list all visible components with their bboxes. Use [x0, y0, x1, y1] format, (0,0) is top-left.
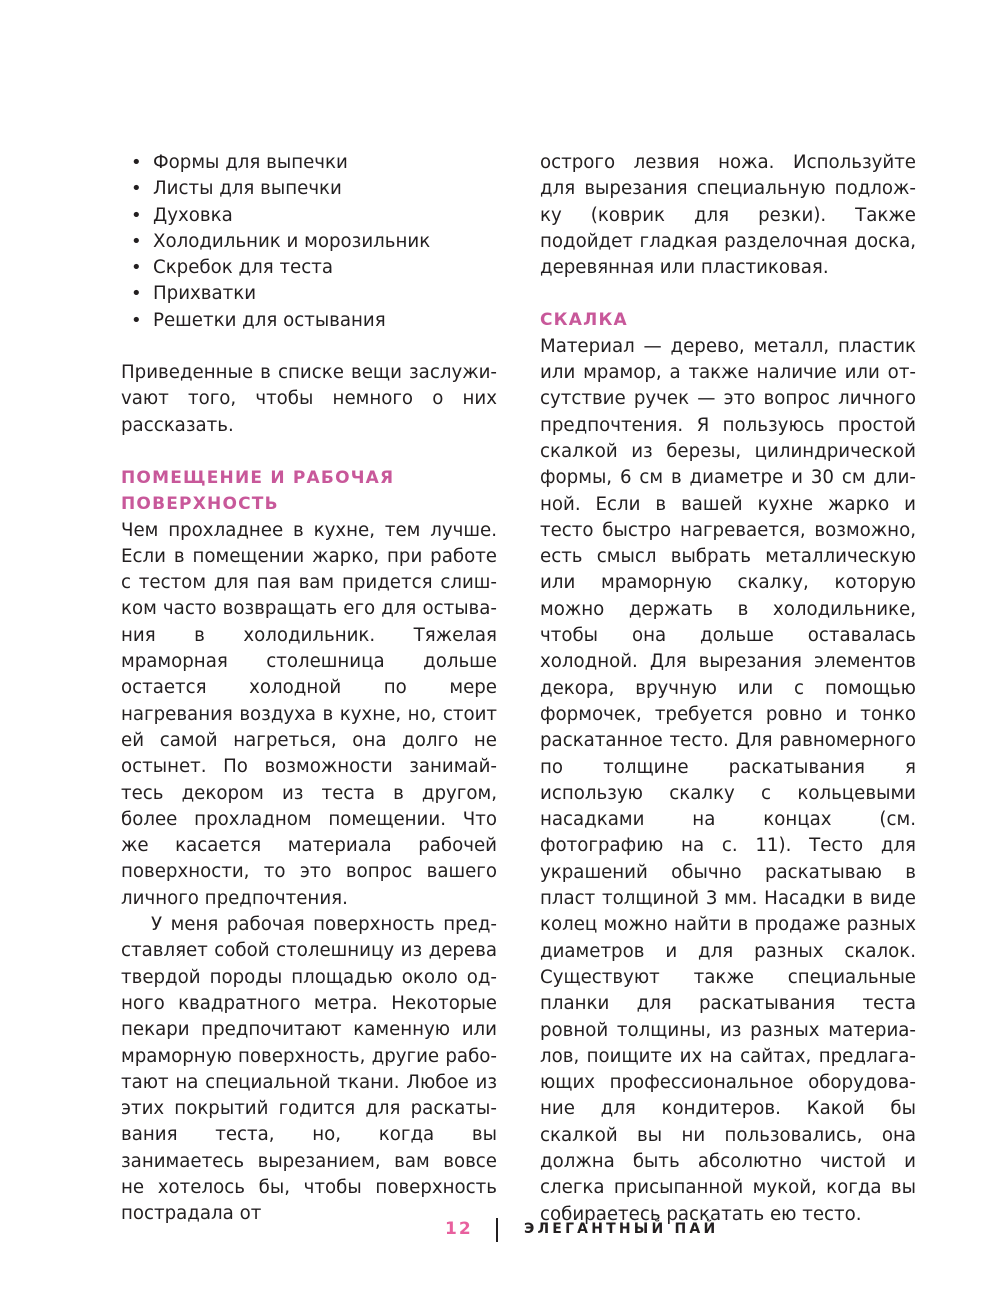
spacer [540, 281, 916, 307]
list-item-label: Прихватки [153, 283, 257, 305]
footer-divider [496, 1218, 498, 1242]
list-item-label: Решетки для остывания [153, 309, 386, 331]
bullet-icon: • [131, 230, 142, 252]
bullet-icon: • [131, 309, 142, 331]
list-item [121, 308, 497, 334]
right-column [540, 150, 916, 1228]
list-item-label: Листы для выпечки [153, 178, 342, 200]
continued-paragraph: острого лезвия ножа. Используйте для вырезания специальную подложку (коврик для резки). Также подойдет гладкая разделочная доска, деревянная или пластиковая. [540, 152, 916, 279]
running-title: ЭЛЕГАНТНЫЙ ПАЙ [524, 1221, 719, 1237]
list-item [121, 281, 497, 307]
bullet-icon: • [131, 178, 142, 200]
workspace-paragraph-1: Чем прохладнее в кухне, тем лучше. Если в помещении жарко, при работе с тестом для пая вам придется слишком часто возвращать его для остывания в холодильник. Тяжелая мраморная столешница дольше остается холодной по мере нагревания воздуха в кухне, но, стоит ей самой нагреться, она долго не остынет. По возможности занимайтесь декором из теста в другом, более прохладном помещении. Что же касается материала рабочей поверхности, то это вопрос вашего личного предпочтения. [121, 519, 497, 909]
bullet-icon: • [131, 204, 142, 226]
list-item [121, 255, 497, 281]
list-item [121, 150, 497, 176]
list-item-label: Холодильник и морозильник [153, 230, 431, 252]
spacer [121, 334, 497, 360]
list-item-label: Скребок для теста [153, 257, 333, 279]
page-number: 12 [445, 1219, 473, 1239]
rolling-pin-paragraph: Материал — дерево, металл, пластик или мрамор, а также наличие или отсутствие ручек — это вопрос личного предпочтения. Я пользуюсь простой скалкой из березы, цилиндрической формы, 6 см в диаметре и 30 см длиной. Если в вашей кухне жарко и тесто быстро нагревается, возможно, есть смысл выбрать металлическую или мраморную скалку, которую можно держать в холодильнике, чтобы она дольше оставалась холодной. Для вырезания элементов декора, вручную или с помощью формочек, требуется ровно и тонко раскатанное тесто. Для равномерного по толщине раскатывания я использую скалку с кольцевыми насадками на концах (см. фотографию на с. 11). Тесто для украшений обычно раскатываю в пласт толщиной 3 мм. Насадки в виде колец можно найти в продаже разных диаметров и для разных скалок. Существуют также специальные планки для раскатывания теста ровной толщины, из разных материалов, поищите их на сайтах, предлагающих профессиональное оборудование для кондитеров. Какой бы скалкой вы ни пользовались, она должна быть абсолютно чистой и слегка присыпанной мукой, когда вы собираетесь раскатать ею тесто. [540, 335, 916, 1225]
page-footer [0, 1216, 1000, 1246]
spacer [121, 439, 497, 465]
section-heading-workspace: ПОМЕЩЕНИЕ И РАБОЧАЯ ПОВЕРХНОСТЬ [121, 467, 395, 515]
list-item [121, 176, 497, 202]
list-item [121, 203, 497, 229]
equipment-list [121, 150, 497, 334]
workspace-paragraph-2: У меня рабочая поверхность представляет собой столешницу из дерева твердой породы площадью около одного квадратного метра. Некоторые пекари предпочитают каменную или мраморную поверхность, другие работают на специальной ткани. Любое из этих покрытий годится для раскатывания теста, но, когда вы занимаетесь вырезанием, вам вовсе не хотелось бы, чтобы поверхность пострадала от [121, 914, 497, 1225]
list-item-label: Духовка [153, 204, 233, 226]
list-item-label: Формы для выпечки [153, 152, 348, 173]
section-heading-rolling-pin: СКАЛКА [540, 310, 628, 331]
left-column [121, 150, 497, 1228]
bullet-icon: • [131, 283, 142, 305]
list-item [121, 229, 497, 255]
bullet-icon: • [131, 257, 142, 279]
intro-paragraph: Приведенные в списке вещи заслужиvают того, чтобы немного о них рассказать. [121, 362, 497, 436]
bullet-icon: • [131, 152, 142, 173]
